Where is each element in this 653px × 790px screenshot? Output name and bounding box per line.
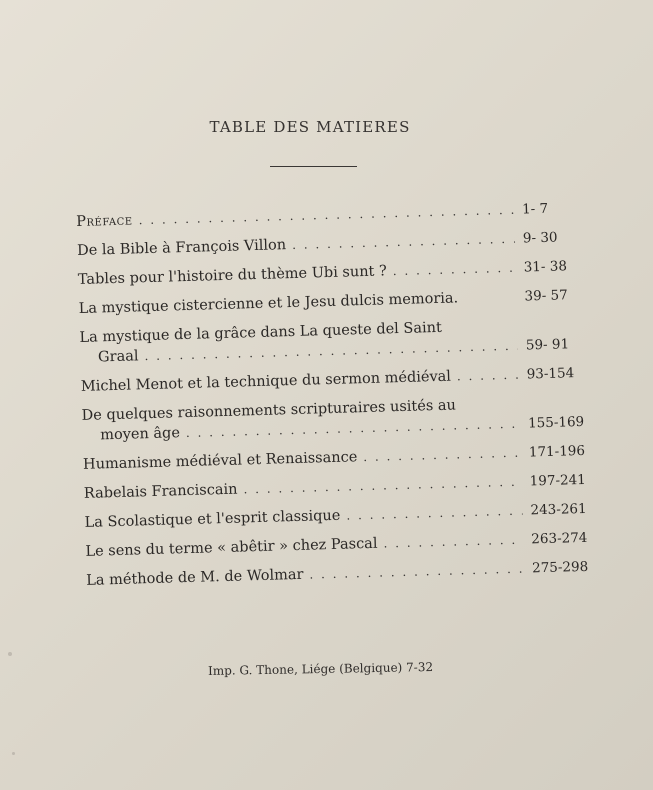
toc-entry-pages: 243-261 (530, 500, 587, 519)
toc-entry-pages: 93-154 (526, 365, 575, 383)
paper-speck (12, 752, 15, 755)
toc-entry-title: Le sens du terme « abêtir » chez Pascal (85, 535, 378, 560)
toc-entry-pages: 263-274 (531, 529, 588, 548)
toc-entry (86, 556, 606, 591)
toc-entry (77, 226, 597, 261)
toc-entry-title-line1: De quelques raisonnements scripturaires usités au (81, 397, 457, 424)
toc-entry-title-line1: La mystique de la grâce dans La queste del Saint (79, 319, 443, 346)
toc-entry (84, 498, 604, 533)
toc-entry-title: Tables pour l'histoire du thème Ubi sunt ? (77, 263, 387, 288)
toc-entry-preface (76, 197, 596, 232)
toc-entry-title: La mystique cistercienne et le Jesu dulcis memoria. (78, 290, 459, 317)
toc-entry-pages: 155-169 (527, 413, 585, 432)
page-title: TABLE DES MATIERES (209, 118, 411, 136)
dot-leader (243, 472, 522, 500)
toc-entry (78, 255, 598, 290)
title-divider (270, 166, 357, 167)
toc-entry-title: Préface (76, 212, 133, 230)
table-of-contents (76, 197, 607, 599)
dot-leader (363, 443, 521, 467)
toc-entry (81, 391, 602, 446)
toc-entry-pages: 59- 91 (525, 336, 570, 354)
dot-leader (392, 258, 516, 281)
toc-entry-pages: 31- 38 (523, 258, 568, 276)
toc-entry-title: Michel Menot et la technique du sermon médiéval (80, 368, 452, 395)
toc-entry-pages: 39- 57 (524, 287, 568, 305)
toc-entry (84, 469, 604, 504)
toc-entry-pages: 275-298 (531, 558, 589, 577)
toc-entry-title: moyen âge (100, 425, 181, 444)
printer-imprint: Imp. G. Thone, Liége (Belgique) 7-32 (207, 660, 434, 678)
dot-leader (457, 365, 519, 387)
toc-entry-title: Graal (97, 348, 139, 366)
paper-speck (8, 652, 12, 656)
toc-entry (78, 284, 598, 319)
toc-entry (81, 362, 601, 397)
toc-entry-title: Humanisme médiéval et Renaissance (82, 449, 358, 473)
dot-leader (309, 559, 524, 585)
toc-entry (85, 527, 605, 562)
dot-leader (383, 530, 523, 554)
toc-entry-title: La Scolastique et l'esprit classique (84, 507, 341, 531)
toc-entry-pages: 171-196 (528, 442, 586, 461)
dot-leader (292, 229, 515, 255)
toc-entry-pages: 1- 7 (521, 200, 549, 218)
dot-leader (138, 200, 514, 230)
toc-entry-title: De la Bible à François Villon (76, 237, 287, 259)
toc-entry-title: Rabelais Franciscain (83, 481, 238, 502)
dot-leader (346, 501, 523, 526)
toc-entry-title: La méthode de M. de Wolmar (86, 566, 304, 589)
toc-entry (83, 440, 603, 475)
toc-entry-pages: 197-241 (529, 471, 587, 490)
toc-entry-pages: 9- 30 (522, 229, 558, 247)
toc-entry (79, 313, 600, 368)
